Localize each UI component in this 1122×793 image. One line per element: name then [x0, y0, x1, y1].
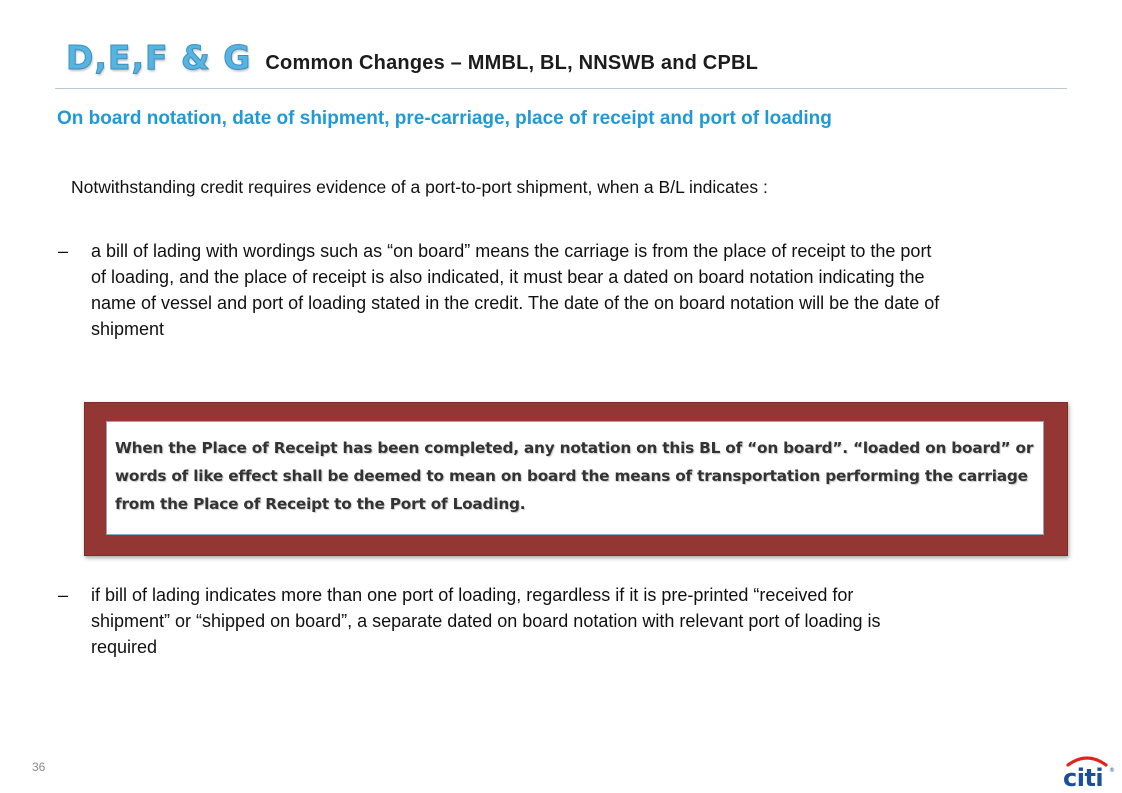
title-letters: D,E,F & G [66, 38, 252, 77]
title-text: Common Changes – MMBL, BL, NNSWB and CPBL [265, 52, 759, 74]
section-subheading: On board notation, date of shipment, pre-carriage, place of receipt and port of loading [57, 108, 832, 129]
intro-paragraph: Notwithstanding credit requires evidence of a port-to-port shipment, when a B/L indicates : [71, 177, 768, 197]
title-divider [55, 88, 1067, 89]
bullet-dash: – [58, 585, 69, 605]
bullet-text: if bill of lading indicates more than one port of loading, regardless if it is pre-printed “received for shipment” or “shipped on board”, a separate dated on board notation with relevant port of loading is required [91, 585, 881, 657]
callout-frame [84, 402, 1068, 556]
citi-logo-mark: ® [1109, 767, 1115, 774]
citi-logo-text: citi [1063, 764, 1104, 788]
slide-title [66, 38, 758, 77]
citi-logo [1058, 752, 1116, 788]
callout-text: When the Place of Receipt has been completed, any notation on this BL of “on board”. “loaded on board” or words of like effect shall be deemed to mean on board the means of transportation performing the carriage from the Place of Receipt to the Port of Loading. [115, 439, 1034, 513]
bullet-dash: – [58, 241, 69, 261]
bullet-text: a bill of lading with wordings such as “on board” means the carriage is from the place of receipt to the port of loading, and the place of receipt is also indicated, it must bear a dated on board notation indicating the name of vessel and port of loading stated in the credit. The date of the on board notation will be the date of shipment [91, 241, 940, 339]
page-number: 36 [32, 760, 46, 774]
callout-box [106, 421, 1044, 535]
